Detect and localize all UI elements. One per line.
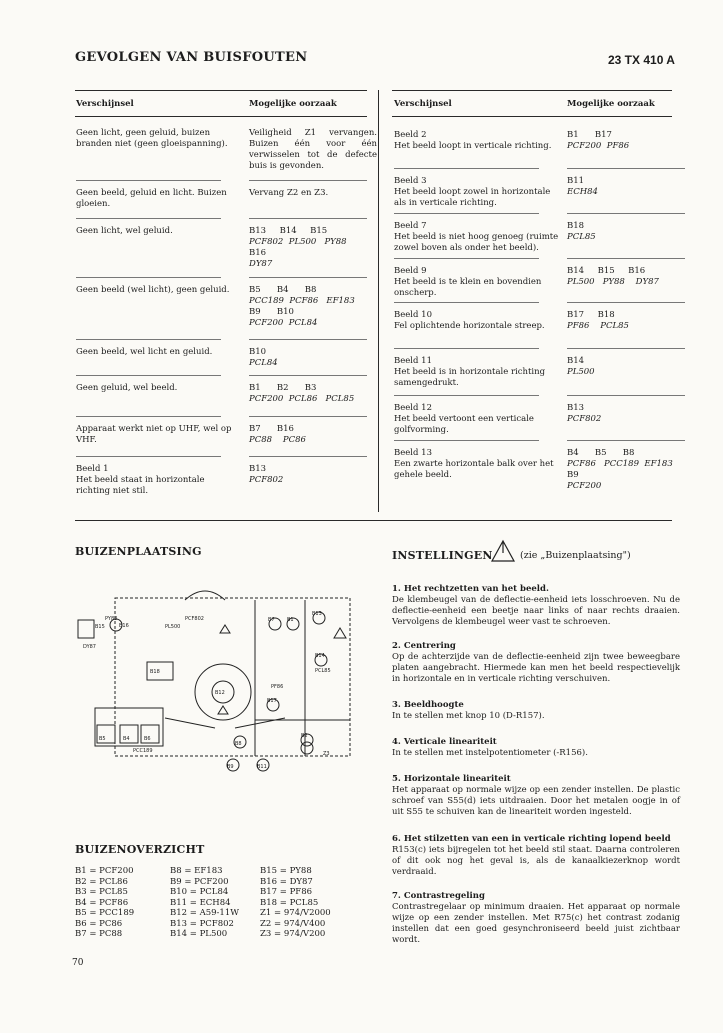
row-separator [76, 277, 221, 278]
svg-text:B11: B11 [257, 764, 267, 770]
step-title: 2. Centrering [392, 641, 456, 651]
model-code: 23 TX 410 A [608, 53, 675, 67]
svg-text:B6: B6 [144, 736, 151, 742]
right-row-symptom: Beeld 11 Het beeld is in horizontale richting samengedrukt. [394, 356, 546, 388]
right-row-cause [567, 221, 695, 243]
cause-line: B17 B18 [567, 310, 615, 320]
tube-entry: B3 = PCL85 [75, 887, 128, 897]
cause-line: B9 [567, 470, 579, 480]
row-separator [567, 302, 685, 303]
cause-line: PCC189 PCF86 EF183 [249, 296, 355, 306]
right-row-cause [567, 176, 695, 198]
table-top-rule [75, 90, 367, 91]
cause-line: B1 B17 [567, 130, 612, 140]
cause-line: PC88 PC86 [249, 435, 306, 445]
cause-line: PCF200 PCL84 [249, 318, 318, 328]
row-separator [249, 339, 367, 340]
svg-text:B18: B18 [150, 669, 160, 675]
cause-line: PCL85 [567, 232, 596, 242]
svg-text:B1: B1 [287, 617, 294, 623]
row-separator [394, 395, 539, 396]
right-row-cause [567, 448, 695, 492]
svg-text:B14: B14 [315, 653, 325, 659]
step-title: 3. Beeldhoogte [392, 700, 464, 710]
tube-entry: B13 = PCF802 [170, 918, 234, 929]
tube-entry: B16 = DY87 [260, 876, 313, 887]
svg-text:PL500: PL500 [165, 624, 181, 630]
cause-line: PL500 PY88 DY87 [567, 277, 659, 287]
svg-text:PCC189: PCC189 [133, 748, 153, 754]
col-header-cause-right: Mogelijke oorzaak [567, 99, 655, 109]
left-row-symptom: Geen licht, geen geluid, buizen branden niet (geen gloeispanning). [76, 128, 228, 149]
row-separator [249, 277, 367, 278]
tube-entry: B15 = PY88 [260, 866, 312, 876]
tube-entry: B5 = PCC189 [75, 908, 135, 918]
left-row-symptom: Geen beeld, geluid en licht. Buizen gloeien. [76, 188, 227, 209]
right-row-cause [567, 310, 695, 332]
step-title: 5. Horizontale lineariteit [392, 774, 511, 784]
cause-line: DY87 [249, 259, 273, 269]
row-separator [76, 375, 221, 376]
row-separator [567, 213, 685, 214]
tube-entry: B17 = PF86 [260, 887, 313, 897]
left-row-cause [249, 424, 377, 446]
row-separator [249, 180, 367, 181]
tube-entry: B6 = PC86 [75, 918, 123, 929]
row-separator [394, 302, 539, 303]
step-body: R153(c) iets bijregelen tot het beeld stil staat. Daarna controleren of dit ook nog het geval is, als de kanaalkiezerknop wordt verdraaid. [392, 845, 680, 877]
cause-line: PCF86 PCC189 EF183 [567, 459, 673, 469]
col-header-cause-left: Mogelijke oorzaak [249, 99, 337, 109]
row-separator [394, 258, 539, 259]
step-title: 4. Verticale lineariteit [392, 737, 497, 747]
tube-entry: B4 = PCF86 [75, 897, 129, 908]
cause-line: PL500 [567, 367, 595, 377]
left-row-cause [249, 285, 377, 329]
cause-line: PCF802 [249, 475, 284, 485]
left-row-cause: Vervang Z2 en Z3. [249, 188, 329, 198]
svg-text:B7: B7 [268, 617, 275, 623]
tube-entry: B7 = PC88 [75, 929, 123, 939]
right-row-symptom: Beeld 12 Het beeld vertoont een verticale golfvorming. [394, 403, 534, 435]
tube-entry: B8 = EF183 [170, 866, 223, 876]
cause-line: PCL84 [249, 358, 278, 368]
row-separator [394, 213, 539, 214]
cause-line: B10 [249, 347, 267, 357]
step-body: In te stellen met knop 10 (D-R157). [392, 711, 545, 721]
row-separator [76, 180, 221, 181]
step-body: Het apparaat op normale wijze op een zender instellen. De plastic schroef van S55(d) iets uitdraaien. Door het metalen oogje in of uit S55 te schuiven kan de lineariteit worden ingesteld. [392, 785, 680, 817]
cause-line: B9 B10 [249, 307, 294, 317]
row-separator [249, 416, 367, 417]
col-header-symptom-left: Verschijnsel [76, 99, 134, 109]
row-separator [394, 168, 539, 169]
cause-line: B14 [567, 356, 585, 366]
row-separator [76, 218, 221, 219]
cause-line: B13 [567, 403, 585, 413]
page-number: 70 [72, 958, 84, 968]
left-row-cause [249, 464, 377, 486]
cause-line: ECH84 [567, 187, 598, 197]
step-title: 6. Het stilzetten van een in verticale richting lopend beeld [392, 834, 671, 844]
svg-text:B12: B12 [215, 690, 225, 696]
left-row-symptom: Geen geluid, wel beeld. [76, 383, 178, 393]
cause-line: B14 B15 B16 [567, 266, 646, 276]
cause-line: PF86 PCL85 [567, 321, 629, 331]
left-row-cause: Veiligheid Z1 vervangen. Buizen één voor één verwisselen tot de defecte buis is gevonden. [249, 128, 377, 171]
left-row-cause [249, 383, 377, 405]
row-separator [567, 395, 685, 396]
settings-title-suffix: (zie „Buizenplaatsing") [520, 550, 631, 561]
row-separator [567, 348, 685, 349]
svg-text:B17: B17 [267, 698, 277, 704]
tube-entry: Z3 = 974/V200 [260, 929, 326, 939]
right-row-symptom: Beeld 7 Het beeld is niet hoog genoeg (ruimte zowel boven als onder het beeld). [394, 221, 559, 253]
svg-text:B15: B15 [95, 624, 105, 630]
tube-entry: B18 = PCL85 [260, 897, 319, 908]
cause-line: PCF200 PF86 [567, 141, 630, 151]
left-row-cause [249, 347, 377, 369]
tube-overview-table [75, 866, 365, 946]
svg-text:PCF802: PCF802 [185, 616, 204, 622]
tube-entry: B9 = PCF200 [170, 876, 229, 887]
svg-text:B4: B4 [123, 736, 130, 742]
row-separator [394, 348, 539, 349]
tube-entry: Z2 = 974/V400 [260, 918, 326, 929]
row-separator [76, 416, 221, 417]
step-body: In te stellen met instelpotentiometer (-R156). [392, 748, 588, 758]
right-row-symptom: Beeld 9 Het beeld is te klein en bovendien onscherp. [394, 266, 542, 298]
left-row-symptom: Geen beeld (wel licht), geen geluid. [76, 285, 230, 295]
left-row-symptom: Geen beeld, wel licht en geluid. [76, 347, 213, 357]
placement-title: BUIZENPLAATSING [75, 545, 202, 558]
svg-text:Z3: Z3 [323, 751, 330, 757]
cause-line: B11 [567, 176, 585, 186]
cause-line: PCF802 [567, 414, 602, 424]
overview-title: BUIZENOVERZICHT [75, 843, 205, 856]
step-body: Contrastregelaar op minimum draaien. Het apparaat op normale wijze op een zender instellen. Met R75(c) het contrast zodanig instellen dat een goed gesynchroniseerd beeld juist zichtbaar wordt. [392, 902, 680, 945]
cause-line: B13 B14 B15 [249, 226, 328, 236]
svg-text:B5: B5 [99, 736, 106, 742]
cause-line: PCF200 PCL86 PCL85 [249, 394, 355, 404]
step-body: De klembeugel van de deflectie-eenheid iets losschroeven. Nu de deflectie-eenheid een beetje naar links of naar rechts draaien. Vervolgens de klembeugel weer vast te schroeven. [392, 595, 680, 627]
row-separator [567, 258, 685, 259]
row-separator [76, 339, 221, 340]
tube-placement-diagram [75, 580, 357, 792]
step-title: 7. Contrastregeling [392, 891, 485, 901]
section-rule [75, 520, 672, 521]
right-row-symptom: Beeld 3 Het beeld loopt zowel in horizontale als in verticale richting. [394, 176, 551, 208]
svg-text:B8: B8 [235, 741, 242, 747]
tube-entry: B1 = PCF200 [75, 866, 134, 876]
tube-entry: B11 = ECH84 [170, 897, 231, 908]
svg-text:PCL85: PCL85 [315, 668, 331, 674]
cause-line: B5 B4 B8 [249, 285, 317, 295]
left-row-cause [249, 226, 377, 270]
cause-line: B13 [249, 464, 267, 474]
step-body: Op de achterzijde van de deflectie-eenheid zijn twee beweegbare platen aangebracht. Hiermede kan men het beeld respectievelijk in horizontale en in verticale richting verschuiven. [392, 652, 680, 684]
right-row-cause [567, 266, 695, 288]
row-separator [249, 375, 367, 376]
svg-text:PF86: PF86 [271, 684, 284, 690]
row-separator [567, 168, 685, 169]
right-row-cause [567, 130, 695, 152]
right-row-symptom: Beeld 10 Fel oplichtende horizontale streep. [394, 310, 545, 331]
tube-entry: Z1 = 974/V2000 [260, 908, 331, 918]
page-title: GEVOLGEN VAN BUISFOUTEN [75, 50, 308, 65]
right-row-symptom: Beeld 13 Een zwarte horizontale balk over het gehele beeld. [394, 448, 554, 480]
cause-line: PCF802 PL500 PY88 [249, 237, 347, 247]
col-header-symptom-right: Verschijnsel [394, 99, 452, 109]
row-separator [249, 456, 367, 457]
row-separator [567, 440, 685, 441]
triangle-marker-icon [490, 538, 516, 564]
left-row-symptom: Apparaat werkt niet op UHF, wel op VHF. [76, 424, 232, 445]
svg-text:B16: B16 [119, 623, 129, 629]
column-divider [378, 90, 379, 512]
svg-text:PY88: PY88 [105, 616, 118, 622]
right-row-symptom: Beeld 2 Het beeld loopt in verticale richting. [394, 130, 552, 151]
svg-text:DY87: DY87 [83, 644, 96, 650]
settings-title: INSTELLINGEN [392, 549, 493, 562]
cause-line: B18 [567, 221, 585, 231]
tube-entry: B12 = A59-11W [170, 908, 239, 918]
right-row-cause [567, 403, 695, 425]
svg-text:B2: B2 [301, 733, 308, 739]
tube-entry: B2 = PCL86 [75, 876, 128, 887]
svg-text:B13: B13 [312, 611, 322, 617]
svg-text:B9: B9 [227, 764, 234, 770]
row-separator [394, 440, 539, 441]
row-separator [76, 456, 221, 457]
cause-line: B16 [249, 248, 267, 258]
step-title: 1. Het rechtzetten van het beeld. [392, 584, 549, 594]
left-row-symptom: Beeld 1 Het beeld staat in horizontale richting niet stil. [76, 464, 205, 496]
row-separator [249, 218, 367, 219]
cause-line: B4 B5 B8 [567, 448, 635, 458]
cause-line: PCF200 [567, 481, 602, 491]
right-row-cause [567, 356, 695, 378]
tube-entry: B10 = PCL84 [170, 887, 229, 897]
tube-entry: B14 = PL500 [170, 929, 228, 939]
left-row-symptom: Geen licht, wel geluid. [76, 226, 173, 236]
cause-line: B1 B2 B3 [249, 383, 317, 393]
cause-line: B7 B16 [249, 424, 294, 434]
